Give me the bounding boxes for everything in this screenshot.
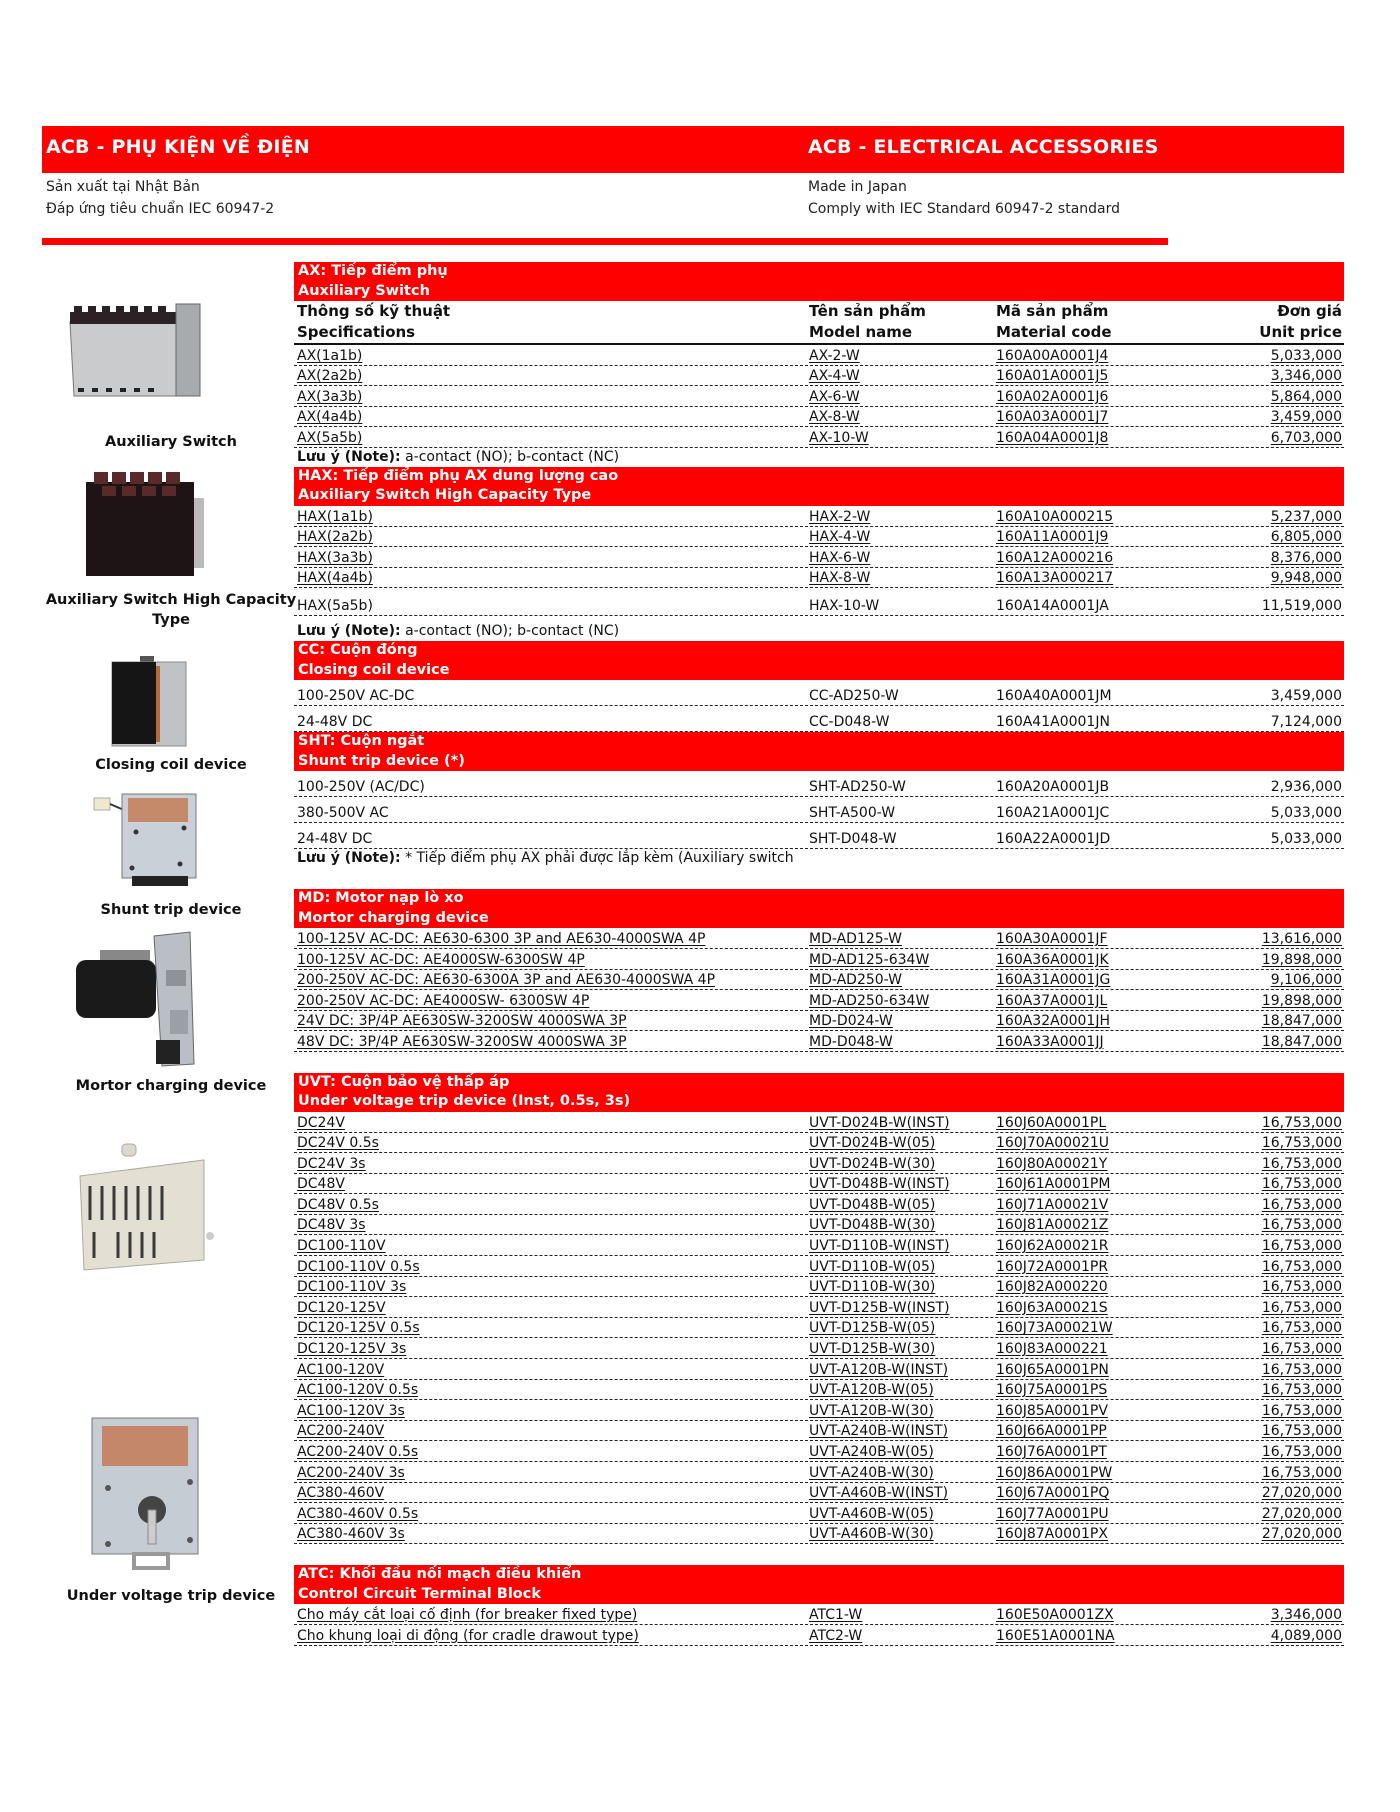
section-title-vi: CC: Cuộn đóng	[298, 642, 418, 659]
cell-material-code: 160A04A0001J8	[996, 429, 1109, 446]
price-table	[294, 262, 1344, 1646]
cell-model-name: UVT-A120B-W(05)	[809, 1382, 934, 1399]
cell-material-code: 160J80A00021Y	[996, 1155, 1108, 1172]
cell-material-code: 160A12A000216	[996, 549, 1114, 566]
cell-material-code: 160A32A0001JH	[996, 1013, 1110, 1030]
cell-specification: 380-500V AC	[297, 805, 389, 822]
cell-unit-price: 7,124,000	[1270, 714, 1342, 731]
table-row	[294, 1503, 1344, 1524]
cell-model-name: UVT-A240B-W(05)	[809, 1444, 934, 1460]
cell-unit-price: 18,847,000	[1261, 1033, 1342, 1050]
table-row	[294, 680, 1344, 706]
cell-material-code: 160A30A0001JF	[996, 930, 1108, 947]
cell-model-name: MD-AD250-W	[809, 972, 903, 989]
cell-model-name: UVT-D125B-W(INST)	[809, 1299, 950, 1316]
cell-unit-price: 9,106,000	[1270, 972, 1342, 989]
table-row	[294, 1011, 1344, 1032]
table-row	[294, 568, 1344, 589]
cell-material-code: 160J87A0001PX	[996, 1526, 1108, 1543]
cell-material-code: 160J65A0001PN	[996, 1361, 1109, 1378]
cell-specification: DC100-110V 3s	[297, 1279, 407, 1296]
cell-unit-price: 16,753,000	[1261, 1114, 1342, 1131]
cell-material-code: 160A13A000217	[996, 570, 1114, 587]
cell-unit-price: 16,753,000	[1261, 1341, 1342, 1358]
cell-model-name: MD-AD125-W	[809, 930, 903, 947]
section-header-cc	[294, 641, 1344, 680]
cell-specification: DC24V 3s	[297, 1155, 366, 1172]
cell-unit-price: 16,753,000	[1261, 1361, 1342, 1378]
cell-material-code: 160A37A0001JL	[996, 992, 1108, 1009]
cell-material-code: 160J73A00021W	[996, 1320, 1113, 1337]
cell-specification: AC200-240V 0.5s	[297, 1444, 419, 1460]
section-title-en: Closing coil device	[298, 661, 450, 678]
cell-specification: 100-125V AC-DC: AE4000SW-6300SW 4P	[297, 951, 585, 968]
header-banner	[42, 126, 1344, 173]
cell-specification: HAX(2a2b)	[297, 529, 373, 546]
cell-unit-price: 3,459,000	[1270, 409, 1342, 426]
cell-model-name: UVT-A120B-W(INST)	[809, 1361, 949, 1378]
cell-specification: AX(5a5b)	[297, 429, 363, 446]
cell-model-name: HAX-4-W	[809, 529, 871, 546]
standard-vi: Đáp ứng tiêu chuẩn IEC 60947-2	[46, 201, 275, 217]
cell-material-code: 160A00A0001J4	[996, 347, 1109, 364]
cell-specification: HAX(5a5b)	[297, 598, 373, 615]
cell-specification: DC24V	[297, 1114, 345, 1131]
cell-specification: 24V DC: 3P/4P AE630SW-3200SW 4000SWA 3P	[297, 1013, 627, 1030]
cell-model-name: HAX-10-W	[809, 598, 880, 615]
table-row	[294, 1441, 1344, 1462]
table-row	[294, 1297, 1344, 1318]
column-headers	[294, 301, 1344, 345]
cell-unit-price: 16,753,000	[1261, 1464, 1342, 1481]
auxiliary-switch-photo-icon	[66, 300, 206, 404]
cell-specification: 200-250V AC-DC: AE4000SW- 6300SW 4P	[297, 992, 590, 1009]
cell-material-code: 160J66A0001PP	[996, 1423, 1107, 1440]
cell-model-name: UVT-D048B-W(05)	[809, 1196, 936, 1213]
table-row	[294, 1031, 1344, 1052]
cell-material-code: 160A36A0001JK	[996, 951, 1109, 968]
cell-material-code: 160J82A000220	[996, 1279, 1108, 1296]
table-row	[294, 386, 1344, 407]
under-voltage-trip-photo-icon	[86, 1416, 206, 1576]
cell-model-name: MD-AD125-634W	[809, 951, 930, 968]
table-row	[294, 1462, 1344, 1483]
cell-unit-price: 6,805,000	[1270, 529, 1342, 546]
table-row	[294, 928, 1344, 949]
made-in-vi: Sản xuất tại Nhật Bản	[46, 179, 200, 195]
section-header-hax	[294, 467, 1344, 506]
caption-motor-charging: Mortor charging device	[75, 1078, 267, 1094]
cell-specification: 48V DC: 3P/4P AE630SW-3200SW 4000SWA 3P	[297, 1033, 627, 1050]
section-header-md	[294, 889, 1344, 928]
section-header-uvt	[294, 1073, 1344, 1112]
closing-coil-photo-icon	[110, 656, 190, 752]
table-row	[294, 1421, 1344, 1442]
table-row	[294, 990, 1344, 1011]
table-row	[294, 1359, 1344, 1380]
made-in-en: Made in Japan	[808, 179, 907, 195]
header-divider	[42, 238, 1168, 245]
section-title-en: Under voltage trip device (Inst, 0.5s, 3s)	[298, 1093, 631, 1110]
motor-charging-photo-icon	[70, 930, 210, 1072]
under-voltage-relay-photo-icon	[74, 1140, 214, 1284]
table-row	[294, 1174, 1344, 1195]
table-row	[294, 1256, 1344, 1277]
cell-specification: DC120-125V 3s	[297, 1341, 407, 1358]
section-header-atc	[294, 1565, 1344, 1604]
table-row	[294, 949, 1344, 970]
cell-model-name: MD-D048-W	[809, 1033, 893, 1050]
section-title-en: Control Circuit Terminal Block	[298, 1585, 541, 1602]
cell-unit-price: 16,753,000	[1261, 1176, 1342, 1193]
title-english: ACB - ELECTRICAL ACCESSORIES	[808, 136, 1159, 158]
cell-specification: HAX(4a4b)	[297, 570, 373, 587]
section-title-en: Mortor charging device	[298, 909, 489, 926]
section-title-en: Auxiliary Switch	[298, 282, 430, 299]
cell-unit-price: 16,753,000	[1261, 1196, 1342, 1213]
cell-model-name: UVT-D048B-W(30)	[809, 1217, 936, 1234]
cell-unit-price: 13,616,000	[1261, 930, 1342, 947]
caption-under-voltage-trip: Under voltage trip device	[66, 1588, 276, 1604]
table-row	[294, 1318, 1344, 1339]
table-row	[294, 366, 1344, 387]
cell-specification: AX(3a3b)	[297, 388, 363, 405]
table-row	[294, 1483, 1344, 1504]
section-title-vi: HAX: Tiếp điểm phụ AX dung lượng cao	[298, 467, 619, 484]
cell-unit-price: 27,020,000	[1261, 1505, 1342, 1522]
cell-material-code: 160J77A0001PU	[996, 1505, 1109, 1522]
title-vietnamese: ACB - PHỤ KIỆN VỀ ĐIỆN	[46, 136, 310, 158]
cell-specification: 100-250V AC-DC	[297, 688, 415, 705]
cell-model-name: UVT-A460B-W(05)	[809, 1505, 934, 1522]
cell-unit-price: 5,237,000	[1270, 508, 1342, 525]
cell-model-name: ATC2-W	[809, 1627, 863, 1644]
subtitle-vietnamese	[46, 176, 274, 220]
cell-unit-price: 16,753,000	[1261, 1423, 1342, 1440]
cell-specification: Cho khung loại di động (for cradle drawout type)	[297, 1627, 639, 1644]
cell-model-name: HAX-8-W	[809, 570, 871, 587]
cell-specification: DC48V	[297, 1176, 345, 1193]
cell-specification: DC24V 0.5s	[297, 1135, 379, 1152]
cell-material-code: 160A41A0001JN	[996, 714, 1110, 731]
cell-unit-price: 5,864,000	[1270, 388, 1342, 405]
standard-en: Comply with IEC Standard 60947-2 standard	[808, 201, 1121, 217]
cell-material-code: 160A03A0001J7	[996, 409, 1109, 426]
cell-unit-price: 4,089,000	[1270, 1627, 1342, 1644]
cell-specification: 200-250V AC-DC: AE630-6300A 3P and AE630-4000SWA 4P	[297, 972, 716, 989]
table-row	[294, 1338, 1344, 1359]
cell-model-name: UVT-D125B-W(05)	[809, 1320, 936, 1337]
section-title-en: Auxiliary Switch High Capacity Type	[298, 487, 592, 504]
caption-auxiliary-switch-high-capacity: Auxiliary Switch High Capacity Type	[45, 592, 297, 628]
cell-material-code: 160A22A0001JD	[996, 831, 1111, 848]
cell-unit-price: 3,459,000	[1270, 688, 1342, 705]
column-header-unit-price: Đơn giá Unit price	[1259, 302, 1342, 341]
cell-model-name: AX-10-W	[809, 429, 869, 446]
cell-model-name: SHT-D048-W	[809, 831, 897, 848]
cell-specification: AC200-240V	[297, 1423, 385, 1440]
cell-material-code: 160J60A0001PL	[996, 1114, 1107, 1131]
table-row	[294, 1112, 1344, 1133]
note-sht: Lưu ý (Note): * Tiếp điểm phụ AX phải được lắp kèm (Auxiliary switch	[297, 850, 794, 867]
cell-model-name: UVT-D125B-W(30)	[809, 1341, 936, 1358]
cell-material-code: 160J76A0001PT	[996, 1444, 1107, 1460]
cell-unit-price: 18,847,000	[1261, 1013, 1342, 1030]
cell-specification: HAX(3a3b)	[297, 549, 373, 566]
table-row	[294, 823, 1344, 849]
cell-unit-price: 11,519,000	[1261, 598, 1342, 615]
cell-unit-price: 5,033,000	[1270, 347, 1342, 364]
table-row	[294, 1133, 1344, 1154]
table-row	[294, 970, 1344, 991]
section-title-vi: ATC: Khối đầu nối mạch điều khiển	[298, 1566, 582, 1583]
cell-model-name: UVT-A460B-W(INST)	[809, 1485, 949, 1502]
cell-material-code: 160J72A0001PR	[996, 1258, 1109, 1275]
cell-material-code: 160J86A0001PW	[996, 1464, 1113, 1481]
cell-specification: AC100-120V 3s	[297, 1402, 405, 1419]
cell-material-code: 160A33A0001JJ	[996, 1033, 1104, 1050]
cell-model-name: UVT-D024B-W(INST)	[809, 1114, 950, 1131]
cell-material-code: 160A31A0001JG	[996, 972, 1111, 989]
cell-unit-price: 16,753,000	[1261, 1279, 1342, 1296]
caption-shunt-trip: Shunt trip device	[100, 902, 242, 918]
table-row	[294, 1194, 1344, 1215]
cell-specification: DC120-125V 0.5s	[297, 1320, 420, 1337]
cell-material-code: 160J67A0001PQ	[996, 1485, 1110, 1502]
table-row	[294, 1153, 1344, 1174]
note-ax: Lưu ý (Note): a-contact (NO); b-contact (NC)	[297, 448, 620, 465]
cell-material-code: 160A01A0001J5	[996, 368, 1109, 385]
cell-unit-price: 9,948,000	[1270, 570, 1342, 587]
cell-material-code: 160J81A00021Z	[996, 1217, 1109, 1234]
cell-specification: AC100-120V	[297, 1361, 385, 1378]
cell-model-name: SHT-AD250-W	[809, 779, 906, 796]
table-row	[294, 527, 1344, 548]
cell-specification: HAX(1a1b)	[297, 508, 373, 525]
cell-unit-price: 6,703,000	[1270, 429, 1342, 446]
cell-model-name: UVT-D110B-W(30)	[809, 1279, 936, 1296]
table-row	[294, 797, 1344, 823]
column-header-specifications: Thông số kỹ thuật Specifications	[297, 302, 451, 341]
cell-material-code: 160J85A0001PV	[996, 1402, 1108, 1419]
table-row	[294, 1235, 1344, 1256]
cell-unit-price: 16,753,000	[1261, 1320, 1342, 1337]
cell-unit-price: 16,753,000	[1261, 1135, 1342, 1152]
cell-unit-price: 16,753,000	[1261, 1382, 1342, 1399]
cell-specification: 100-250V (AC/DC)	[297, 779, 425, 796]
cell-model-name: MD-AD250-634W	[809, 992, 930, 1009]
cell-unit-price: 16,753,000	[1261, 1258, 1342, 1275]
cell-specification: AX(1a1b)	[297, 347, 363, 364]
cell-specification: DC48V 0.5s	[297, 1196, 379, 1213]
cell-material-code: 160A21A0001JC	[996, 805, 1110, 822]
section-header-ax	[294, 262, 1344, 301]
cell-material-code: 160A11A0001J9	[996, 529, 1109, 546]
cell-model-name: MD-D024-W	[809, 1013, 893, 1030]
cell-unit-price: 16,753,000	[1261, 1299, 1342, 1316]
cell-unit-price: 16,753,000	[1261, 1402, 1342, 1419]
table-row	[294, 1524, 1344, 1545]
cell-model-name: AX-6-W	[809, 388, 860, 405]
cell-material-code: 160A14A0001JA	[996, 598, 1109, 615]
cell-model-name: SHT-A500-W	[809, 805, 896, 822]
cell-unit-price: 3,346,000	[1270, 1606, 1342, 1623]
cell-material-code: 160J63A00021S	[996, 1299, 1108, 1316]
cell-unit-price: 5,033,000	[1270, 831, 1342, 848]
cell-model-name: ATC1-W	[809, 1606, 863, 1623]
table-row	[294, 1380, 1344, 1401]
cell-specification: AC100-120V 0.5s	[297, 1382, 419, 1399]
cell-unit-price: 3,346,000	[1270, 368, 1342, 385]
cell-model-name: UVT-D024B-W(05)	[809, 1135, 936, 1152]
cell-specification: AC380-460V 0.5s	[297, 1505, 419, 1522]
cell-unit-price: 2,936,000	[1270, 779, 1342, 796]
caption-auxiliary-switch: Auxiliary Switch	[105, 434, 237, 450]
cell-unit-price: 19,898,000	[1261, 951, 1342, 968]
cell-specification: DC48V 3s	[297, 1217, 366, 1234]
cell-model-name: UVT-D110B-W(INST)	[809, 1238, 950, 1255]
cell-model-name: UVT-A240B-W(30)	[809, 1464, 934, 1481]
cell-material-code: 160J70A00021U	[996, 1135, 1110, 1152]
table-row	[294, 706, 1344, 732]
section-title-vi: UVT: Cuộn bảo vệ thấp áp	[298, 1073, 510, 1090]
cell-model-name: AX-8-W	[809, 409, 860, 426]
cell-model-name: UVT-A460B-W(30)	[809, 1526, 934, 1543]
cell-material-code: 160E51A0001NA	[996, 1627, 1115, 1644]
cell-material-code: 160A20A0001JB	[996, 779, 1110, 796]
section-header-sht	[294, 732, 1344, 771]
cell-model-name: CC-AD250-W	[809, 688, 899, 705]
cell-specification: AC380-460V	[297, 1485, 385, 1502]
cell-specification: 100-125V AC-DC: AE630-6300 3P and AE630-4000SWA 4P	[297, 930, 706, 947]
table-row	[294, 1215, 1344, 1236]
table-row	[294, 427, 1344, 448]
section-title-vi: AX: Tiếp điểm phụ	[298, 263, 448, 279]
shunt-trip-photo-icon	[92, 788, 202, 892]
cell-unit-price: 16,753,000	[1261, 1155, 1342, 1172]
column-header-model: Tên sản phẩm Model name	[809, 302, 926, 341]
cell-specification: 24-48V DC	[297, 831, 373, 848]
table-row	[294, 1277, 1344, 1298]
cell-material-code: 160J62A00021R	[996, 1238, 1109, 1255]
cell-model-name: UVT-D110B-W(05)	[809, 1258, 936, 1275]
cell-material-code: 160A40A0001JM	[996, 688, 1112, 705]
cell-model-name: AX-2-W	[809, 347, 860, 364]
column-header-material-code: Mã sản phẩm Material code	[996, 302, 1112, 341]
cell-material-code: 160J75A0001PS	[996, 1382, 1108, 1399]
cell-model-name: AX-4-W	[809, 368, 860, 385]
subtitle-english	[808, 176, 1120, 220]
cell-model-name: HAX-2-W	[809, 508, 871, 525]
cell-specification: AX(2a2b)	[297, 368, 363, 385]
table-row	[294, 407, 1344, 428]
table-row	[294, 1625, 1344, 1646]
cell-material-code: 160A02A0001J6	[996, 388, 1109, 405]
cell-specification: Cho máy cắt loại cố định (for breaker fixed type)	[297, 1606, 638, 1623]
cell-specification: 24-48V DC	[297, 714, 373, 731]
cell-unit-price: 16,753,000	[1261, 1444, 1342, 1460]
table-row	[294, 1400, 1344, 1421]
cell-material-code: 160E50A0001ZX	[996, 1606, 1114, 1623]
cell-model-name: UVT-D048B-W(INST)	[809, 1176, 950, 1193]
note-hax: Lưu ý (Note): a-contact (NO); b-contact (NC)	[297, 623, 620, 640]
cell-model-name: UVT-A240B-W(INST)	[809, 1423, 949, 1440]
cell-model-name: CC-D048-W	[809, 714, 890, 731]
cell-unit-price: 27,020,000	[1261, 1526, 1342, 1543]
table-row	[294, 1604, 1344, 1625]
cell-specification: AC200-240V 3s	[297, 1464, 405, 1481]
table-row	[294, 588, 1344, 616]
table-row	[294, 547, 1344, 568]
cell-material-code: 160J71A00021V	[996, 1196, 1109, 1213]
cell-specification: DC100-110V 0.5s	[297, 1258, 420, 1275]
cell-model-name: UVT-D024B-W(30)	[809, 1155, 936, 1172]
table-row	[294, 506, 1344, 527]
cell-model-name: HAX-6-W	[809, 549, 871, 566]
cell-specification: DC120-125V	[297, 1299, 386, 1316]
cell-unit-price: 16,753,000	[1261, 1217, 1342, 1234]
section-title-vi: SHT: Cuộn ngắt	[298, 733, 425, 750]
section-title-vi: MD: Motor nạp lò xo	[298, 890, 464, 907]
cell-unit-price: 16,753,000	[1261, 1238, 1342, 1255]
auxiliary-switch-high-capacity-photo-icon	[82, 468, 212, 582]
cell-unit-price: 27,020,000	[1261, 1485, 1342, 1502]
cell-material-code: 160A10A000215	[996, 508, 1114, 525]
cell-specification: AX(4a4b)	[297, 409, 363, 426]
table-row	[294, 345, 1344, 366]
table-row	[294, 771, 1344, 797]
cell-model-name: UVT-A120B-W(30)	[809, 1402, 934, 1419]
cell-unit-price: 19,898,000	[1261, 992, 1342, 1009]
cell-specification: AC380-460V 3s	[297, 1526, 405, 1543]
cell-material-code: 160J83A000221	[996, 1341, 1108, 1358]
cell-unit-price: 5,033,000	[1270, 805, 1342, 822]
cell-unit-price: 8,376,000	[1270, 549, 1342, 566]
section-title-en: Shunt trip device (*)	[298, 752, 465, 769]
cell-material-code: 160J61A0001PM	[996, 1176, 1111, 1193]
cell-specification: DC100-110V	[297, 1238, 386, 1255]
caption-closing-coil: Closing coil device	[95, 757, 247, 773]
